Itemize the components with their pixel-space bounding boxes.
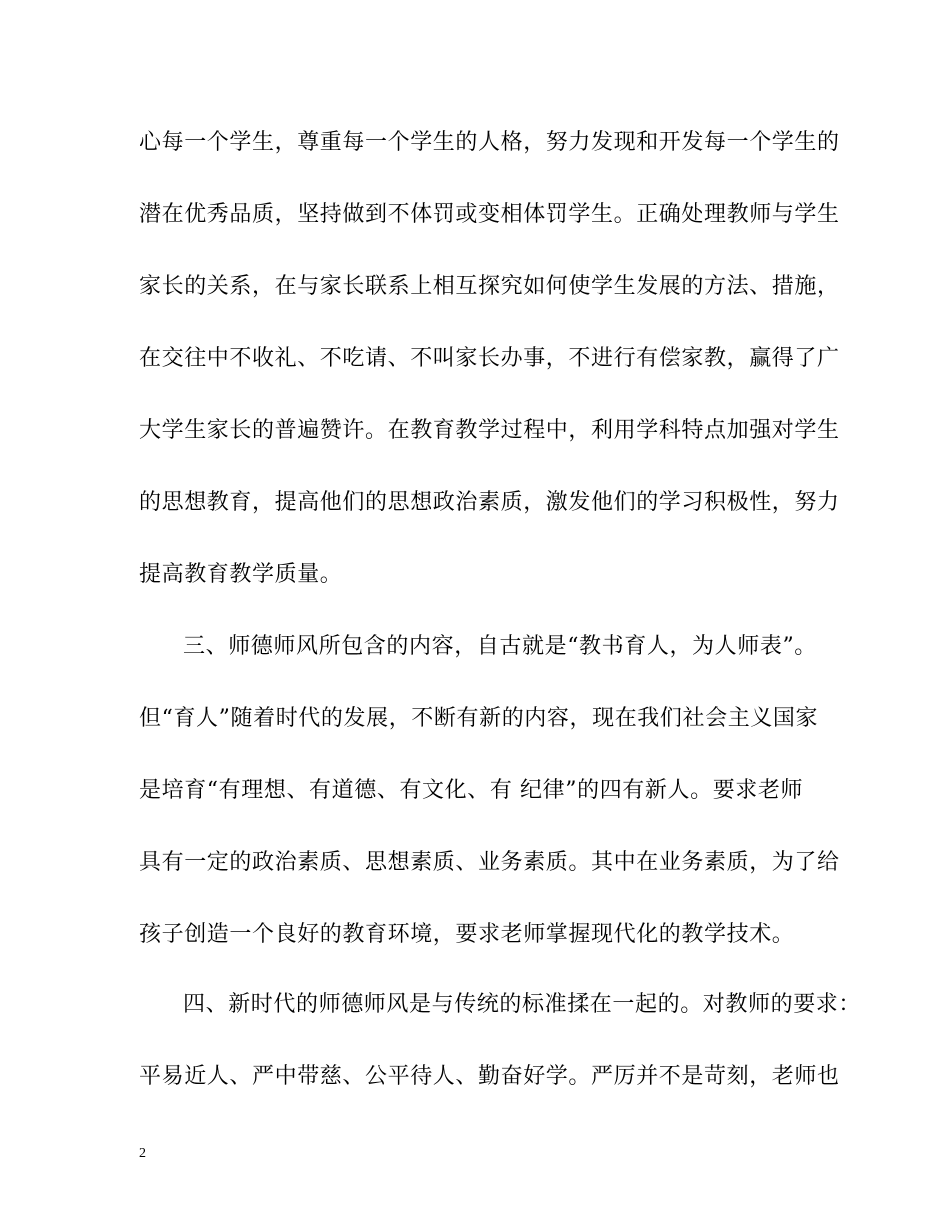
text-line-1: 心每一个学生，尊重每一个学生的人格，努力发现和开发每一个学生的 (139, 130, 840, 155)
text-line-5: 大学生家长的普遍赞许。在教育教学过程中，利用学科特点加强对学生 (139, 418, 840, 443)
section-four-heading-line: 四、新时代的师德师风是与传统的标准揉在一起的。对教师的要求： (183, 992, 862, 1017)
text-line-6: 的思想教育，提高他们的思想政治素质，激发他们的学习积极性，努力 (139, 490, 840, 515)
text-line-7: 提高教育教学质量。 (139, 562, 343, 587)
text-line-10: 是培育“有理想、有道德、有文化、有 纪律”的四有新人。要求老师 (139, 778, 804, 803)
text-line-14: 平易近人、严中带慈、公平待人、勤奋好学。严厉并不是苛刻，老师也 (139, 1064, 840, 1089)
text-line-3: 家长的关系，在与家长联系上相互探究如何使学生发展的方法、措施， (139, 274, 840, 299)
text-line-2: 潜在优秀品质，坚持做到不体罚或变相体罚学生。正确处理教师与学生 (139, 202, 840, 227)
text-line-12: 孩子创造一个良好的教育环境，要求老师掌握现代化的教学技术。 (139, 922, 795, 947)
section-three-heading-line: 三、师德师风所包含的内容，自古就是“教书育人，为人师表”。 (183, 634, 817, 659)
text-line-11: 具有一定的政治素质、思想素质、业务素质。其中在业务素质，为了给 (139, 850, 840, 875)
text-line-9: 但“育人”随着时代的发展，不断有新的内容，现在我们社会主义国家 (139, 706, 819, 731)
text-line-4: 在交往中不收礼、不吃请、不叫家长办事，不进行有偿家教，赢得了广 (139, 346, 840, 371)
page-number: 2 (139, 1146, 146, 1161)
